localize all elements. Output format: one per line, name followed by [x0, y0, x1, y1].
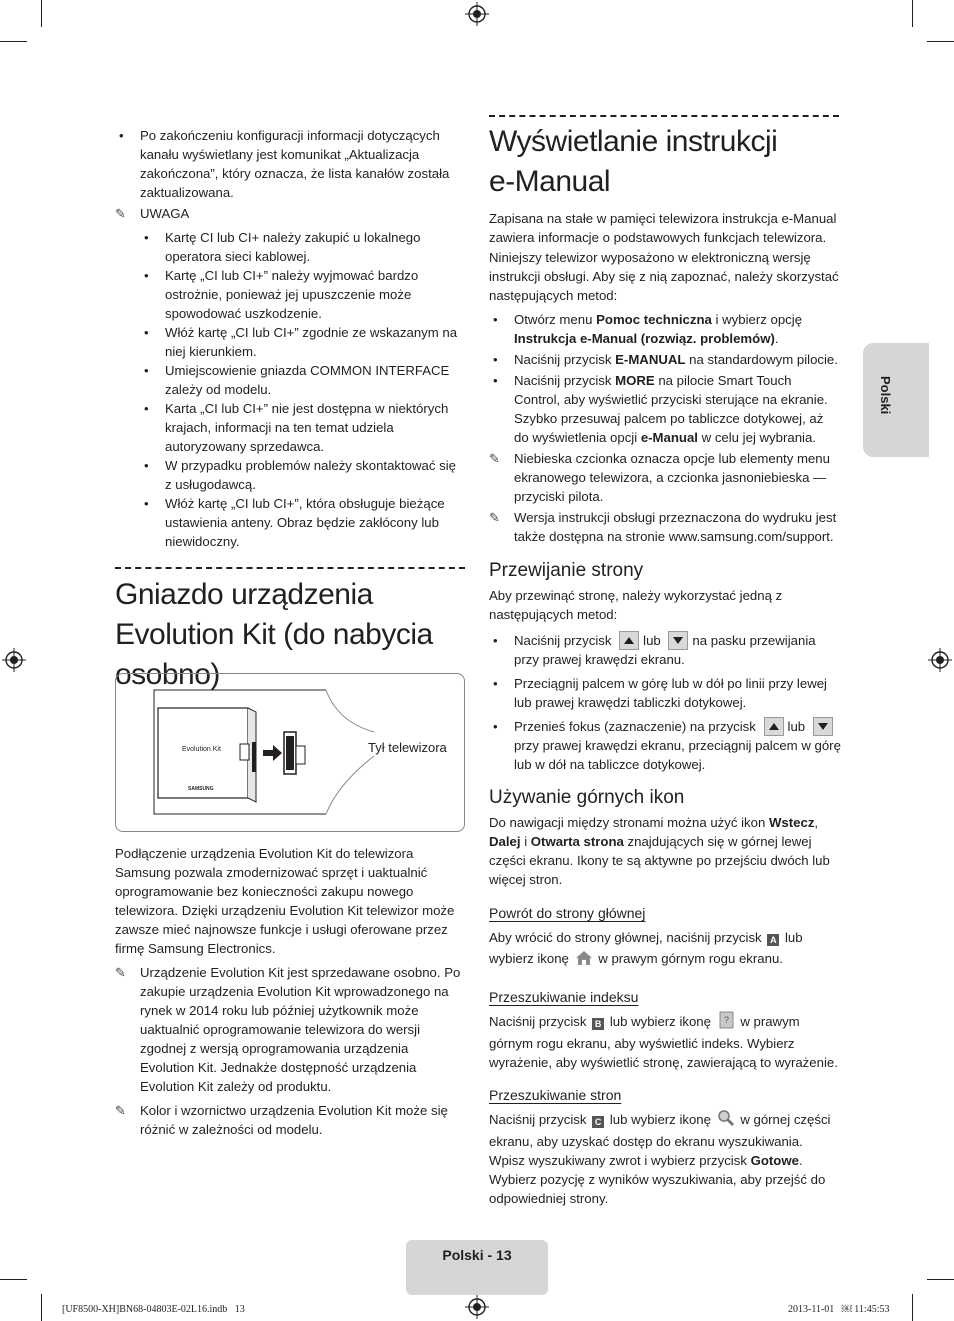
- evolution-note: [115, 963, 465, 1096]
- language-side-tab: [863, 343, 929, 457]
- emanual-method: • Otwórz menu Pomoc techniczna i wybierz opcję Instrukcja e-Manual (rozwiąz. problemów).: [489, 310, 841, 348]
- uwaga-item: • Włóż kartę „CI lub CI+” zgodnie ze wskazanym na niej kierunkiem.: [140, 323, 465, 361]
- left-column: [115, 126, 465, 551]
- brand-label: SAMSUNG: [188, 786, 214, 792]
- scroll-method: • Naciśnij przycisk lub na pasku przewijania przy prawej krawędzi ekranu.: [489, 631, 841, 669]
- intro-bullet: • Po zakończeniu konfiguracji informacji dotyczących kanału wyświetlany jest komunikat „Aktualizacja zakończona”, który oznacza, że lista kanałów została zaktualizowana.: [115, 126, 465, 202]
- search-text: Naciśnij przycisk C lub wybierz ikonę w górnej części ekranu, aby uzyskać dostęp do ekranu wyszukiwania. Wpisz wyszukiwany zwrot i wybierz przycisk Gotowe. Wybierz pozycję z wyników wyszukiwania, aby przejść do odpowiedniej strony.: [489, 1109, 841, 1208]
- a-key-icon: A: [767, 934, 779, 946]
- registration-mark-icon: [465, 2, 489, 26]
- index-text: Naciśnij przycisk B lub wybierz ikonę ? w prawym górnym rogu ekranu, aby wyświetlić indeks. Wybierz wyrażenie, aby wyświetlić stronę, zawierającą to wyrażenie.: [489, 1011, 841, 1072]
- scroll-method: • Przeciągnij palcem w górę lub w dół po linii przy lewej lub prawej krawędzi tabliczki dotykowej.: [489, 674, 841, 712]
- crop-mark: [0, 41, 27, 42]
- page-number: Polski - 13: [442, 1247, 512, 1263]
- page-number-tab: [406, 1240, 548, 1295]
- note-pencil-icon: ✎: [489, 510, 500, 525]
- uwaga-label: UWAGA: [140, 206, 190, 221]
- crop-mark: [0, 1279, 27, 1280]
- section-title-evolution-kit: Gniazdo urządzenia Evolution Kit (do nabycia osobno): [115, 578, 433, 691]
- emanual-note: ✎ Wersja instrukcji obsługi przeznaczona do wydruku jest także dostępna na stronie www.samsung.com/support.: [489, 510, 837, 544]
- scroll-up-icon: [764, 717, 784, 736]
- evolution-kit-figure: [115, 673, 465, 832]
- section-divider: [115, 567, 465, 569]
- uwaga-item: • Kartę „CI lub CI+” należy wyjmować bardzo ostrożnie, ponieważ jej upuszczenie może spowodować uszkodzenie.: [140, 266, 465, 323]
- date-info: 2013-11-01 ￼ 11:45:53: [788, 1304, 890, 1315]
- language-side-tab-label: Polski: [878, 376, 893, 415]
- crop-mark: [41, 0, 42, 27]
- search-heading: Przeszukiwanie stron: [489, 1087, 622, 1103]
- crop-mark: [912, 0, 913, 27]
- svg-text:?: ?: [723, 1015, 729, 1025]
- scroll-down-icon: [813, 717, 833, 736]
- uwaga-item: • Karta „CI lub CI+” nie jest dostępna w niektórych krajach, informacji na ten temat udziela autoryzowany sprzedawca.: [140, 399, 465, 456]
- note-pencil-icon: ✎: [115, 206, 126, 221]
- home-heading: Powrót do strony głównej: [489, 905, 646, 921]
- scroll-method: • Przenieś fokus (zaznaczenie) na przycisk lub przy prawej krawędzi ekranu, przeciągnij palcem w górę lub w dół na tabliczce dotykowej.: [489, 717, 841, 774]
- note-pencil-icon: ✎: [115, 965, 126, 980]
- registration-mark-icon: [2, 648, 26, 672]
- uwaga-item: • W przypadku problemów należy skontaktować się z usługodawcą.: [140, 456, 465, 494]
- section-divider: [489, 115, 839, 117]
- uwaga-list: [115, 228, 465, 551]
- uwaga-item: • Umiejscowienie gniazda COMMON INTERFACE zależy od modelu.: [140, 361, 465, 399]
- emanual-note: ✎ Niebieska czcionka oznacza opcje lub elementy menu ekranowego telewizora, a czcionka jasnoniebieska — przyciski pilota.: [489, 451, 830, 504]
- section-title-emanual: Wyświetlanie instrukcji e-Manual: [489, 125, 778, 198]
- icons-heading: Używanie górnych ikon: [489, 787, 685, 808]
- uwaga-item: • Włóż kartę „CI lub CI+”, która obsługuje bieżące ustawienia anteny. Obraz będzie zakłócony lub niewidoczny.: [140, 494, 465, 551]
- file-info: [UF8500-XH]BN68-04803E-02L16.indb 13: [62, 1304, 245, 1315]
- c-key-icon: C: [592, 1116, 604, 1128]
- tv-back-label: Tył telewizora: [368, 740, 447, 755]
- crop-mark: [927, 1279, 954, 1280]
- emanual-method: • Naciśnij przycisk E-MANUAL na standardowym pilocie.: [489, 350, 841, 369]
- home-text: Aby wrócić do strony głównej, naciśnij przycisk A lub wybierz ikonę w prawym górnym rogu ekranu.: [489, 927, 841, 973]
- evolution-note-text: Urządzenie Evolution Kit jest sprzedawane osobno. Po zakupie urządzenia Evolution Kit wprowadzonego na rynek w 2014 roku lub później użytkownik może uaktualnić oprogramowanie telewizora do wersji zgodnej z wersją oprogramowania urządzenia Evolution Kit. Jednakże dostępność urządzenia Evolution Kit zależy od produktu.: [140, 965, 461, 1094]
- crop-mark: [912, 1294, 913, 1321]
- index-heading: Przeszukiwanie indeksu: [489, 989, 639, 1005]
- device-label: Evolution Kit: [182, 746, 221, 753]
- emanual-intro: Zapisana na stałe w pamięci telewizora instrukcja e-Manual zawiera informacje o podstawowych funkcjach telewizora.: [489, 211, 837, 245]
- evolution-note: [115, 1101, 465, 1139]
- registration-mark-icon: [465, 1295, 489, 1319]
- uwaga-note: [115, 204, 465, 223]
- home-icon: [573, 949, 595, 973]
- index-icon: [715, 1011, 737, 1034]
- b-key-icon: B: [592, 1018, 604, 1030]
- crop-mark: [41, 1294, 42, 1321]
- scroll-heading: Przewijanie strony: [489, 560, 644, 581]
- icons-intro: Do nawigacji między stronami można użyć ikon Wstecz, Dalej i Otwarta strona znajdujących się w górnej lewej części ekranu. Ikony te są aktywne po przejściu dwóch lub więcej stron.: [489, 815, 830, 887]
- right-column: [489, 209, 841, 1208]
- uwaga-item: • Kartę CI lub CI+ należy zakupić u lokalnego operatora sieci kablowej.: [140, 228, 465, 266]
- scroll-down-icon: [668, 631, 688, 650]
- evolution-note-text: Kolor i wzornictwo urządzenia Evolution Kit może się różnić w zależności od modelu.: [140, 1103, 448, 1137]
- scroll-up-icon: [619, 631, 639, 650]
- crop-mark: [927, 41, 954, 42]
- note-pencil-icon: ✎: [115, 1103, 126, 1118]
- registration-mark-icon: [928, 648, 952, 672]
- emanual-intro: Niniejszy telewizor wyposażono w elektroniczną wersję instrukcji obsługi. Aby się z nią zapoznać, należy skorzystać następujących metod:: [489, 250, 839, 303]
- scroll-intro: Aby przewinąć stronę, należy wykorzystać jedną z następujących metod:: [489, 588, 783, 622]
- search-icon: [715, 1109, 737, 1132]
- emanual-method: • Naciśnij przycisk MORE na pilocie Smart Touch Control, aby wyświetlić przyciski sterujące na ekranie. Szybko przesuwaj palcem po tabliczce dotykowej, aż do wyświetlenia opcji e-Manual w celu jej wybrania.: [489, 371, 841, 447]
- evolution-kit-body: Podłączenie urządzenia Evolution Kit do telewizora Samsung pozwala zmodernizować sprzęt i uaktualnić oprogramowanie bez konieczności zakupu nowego telewizora. Dzięki urządzeniu Evolution Kit telewizor może zawsze mieć najnowsze funkcje i usługi oferowane przez firmę Samsung Electronics.: [115, 846, 455, 956]
- evolution-kit-text: [115, 844, 465, 1139]
- note-pencil-icon: ✎: [489, 451, 500, 466]
